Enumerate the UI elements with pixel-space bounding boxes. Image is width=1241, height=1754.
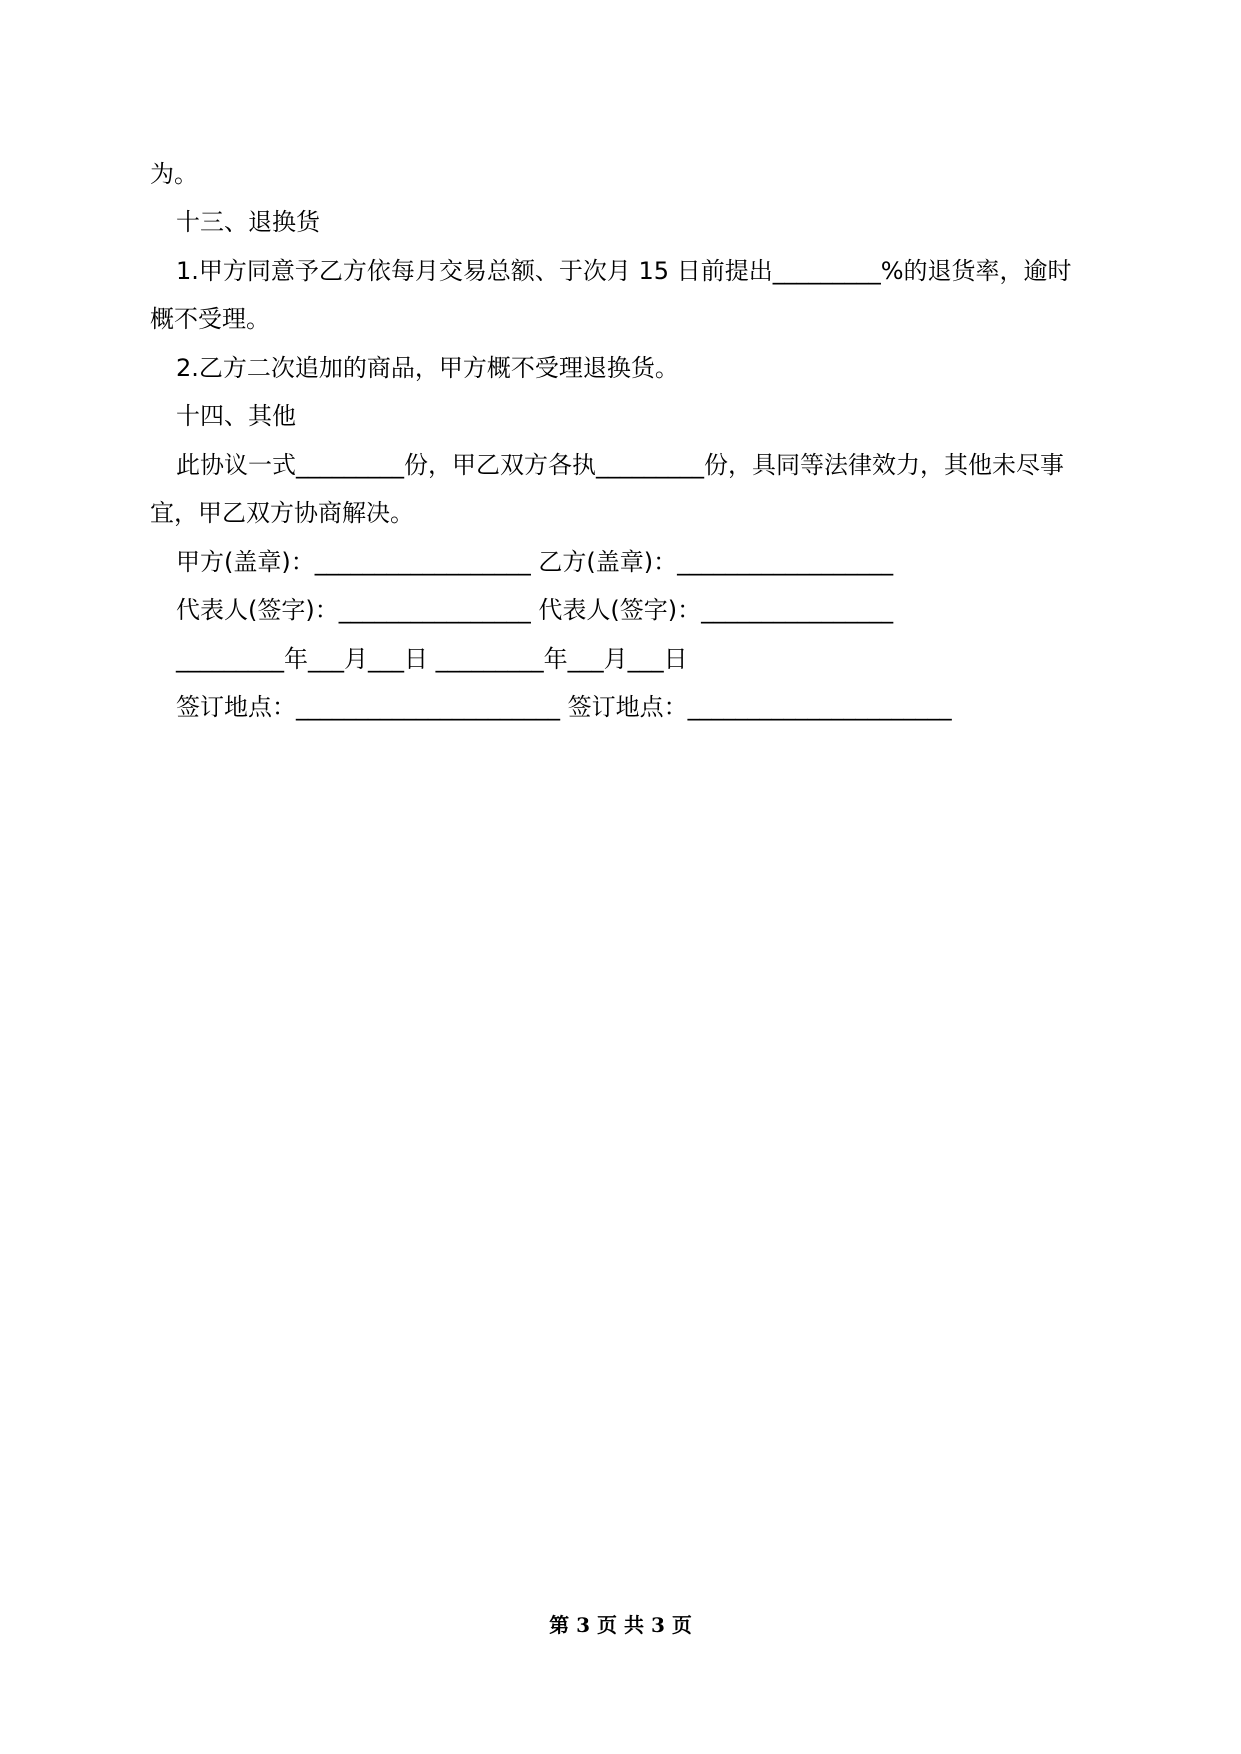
section-heading-returns: 十三、退换货 — [176, 208, 320, 236]
signature-representative-line: 代表人(签字)：________________ 代表人(签字)：________________ — [176, 596, 894, 624]
clause-copies: 此协议一式_________份，甲乙双方各执_________份，具同等法律效力，其他未尽事 — [176, 451, 1064, 479]
clause-return-rate: 1.甲方同意予乙方依每月交易总额、于次月 15 日前提出_________%的退货率，逾时 — [176, 257, 1072, 285]
signature-seal-line: 甲方(盖章)：__________________ 乙方(盖章)：__________________ — [176, 548, 894, 576]
clause-copies-continuation: 宜，甲乙双方协商解决。 — [150, 499, 414, 527]
clause-additional-goods: 2.乙方二次追加的商品，甲方概不受理退换货。 — [176, 354, 679, 382]
section-heading-other: 十四、其他 — [176, 402, 296, 430]
page-number-footer: 第 3 页 共 3 页 — [549, 1613, 692, 1637]
signature-date-line: _________年___月___日 _________年___月___日 — [176, 645, 688, 673]
signing-location-line: 签订地点：______________________ 签订地点：______________________ — [176, 693, 952, 721]
clause-return-rate-continuation: 概不受理。 — [150, 305, 270, 333]
paragraph-continuation: 为。 — [150, 160, 198, 188]
